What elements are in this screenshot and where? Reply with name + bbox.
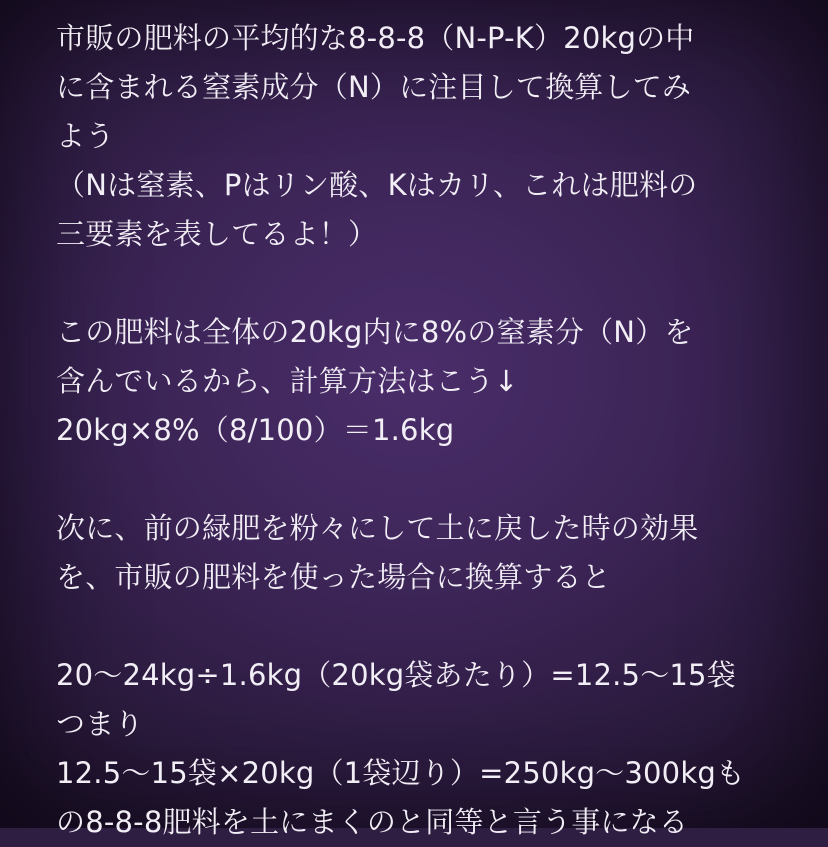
text-line: の8-8-8肥料を土にまくのと同等と言う事になる — [56, 805, 689, 839]
text-line: に含まれる窒素成分（N）に注目して換算してみ — [56, 70, 692, 104]
text-line: 20kg×8%（8/100）＝1.6kg — [56, 413, 455, 447]
blank-line — [56, 259, 796, 308]
text-line: つまり — [56, 707, 144, 741]
blank-line — [56, 455, 796, 504]
text-line: 12.5〜15袋×20kg（1袋辺り）=250kg〜300kgも — [56, 756, 746, 790]
text-line: 三要素を表してるよ！） — [56, 217, 378, 251]
text-line: 20〜24kg÷1.6kg（20kg袋あたり）=12.5〜15袋 — [56, 658, 736, 692]
text-line: 含んでいるから、計算方法はこう↓ — [56, 364, 519, 398]
text-line: 次に、前の緑肥を粉々にして土に戻した時の効果 — [56, 511, 699, 545]
text-line: この肥料は全体の20kg内に8%の窒素分（N）を — [56, 315, 694, 349]
post-text — [56, 14, 796, 847]
text-line: を、市販の肥料を使った場合に換算すると — [56, 560, 611, 594]
text-line: よう — [56, 119, 115, 153]
text-line: 市販の肥料の平均的な8-8-8（N-P-K）20kgの中 — [56, 21, 695, 55]
text-line: （Nは窒素、Pはリン酸、Kはカリ、これは肥料の — [56, 168, 698, 202]
blank-line — [56, 602, 796, 651]
